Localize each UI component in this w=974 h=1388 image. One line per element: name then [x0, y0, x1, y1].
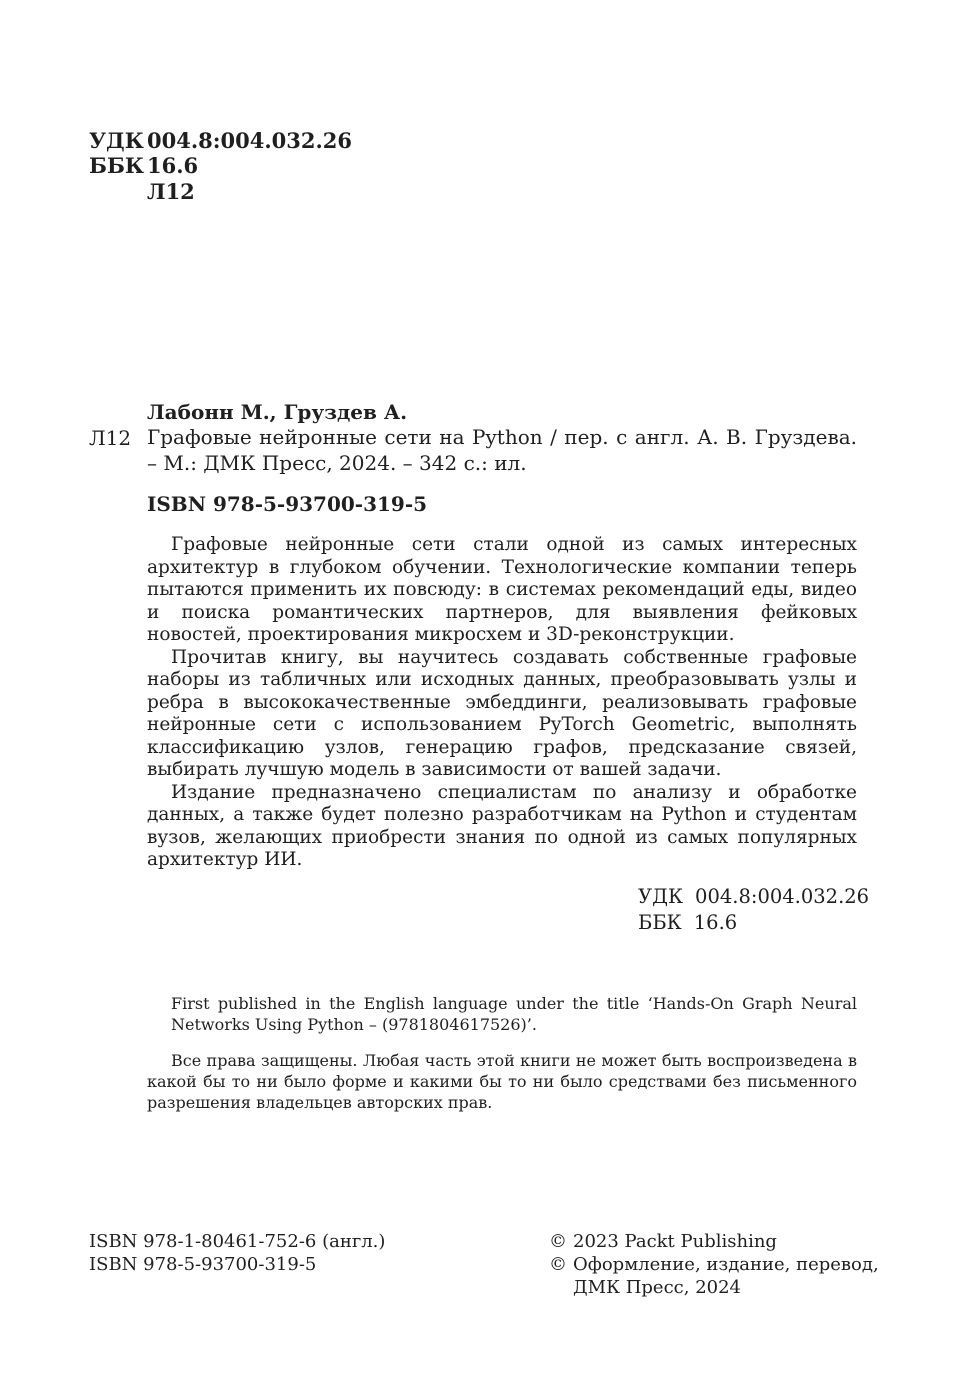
rights-text: Все права защищены. Любая часть этой книги не может быть воспроизведена в какой бы то ни было форме и какими бы то ни было средствами без письменного разрешения владельцев авторских прав.: [147, 1051, 857, 1112]
copyright-line-3: [549, 1276, 741, 1299]
bbk-label: ББК: [89, 153, 144, 178]
copyright-line-1: [549, 1230, 777, 1253]
udk-repeat-label: УДК: [638, 885, 684, 908]
bbk-repeat: [638, 911, 737, 934]
copyright-publisher: 2023 Packt Publishing: [573, 1231, 777, 1252]
copyright-dmk: ДМК Пресс, 2024: [573, 1277, 742, 1298]
copyright-symbol: ©: [549, 1231, 567, 1252]
isbn-main: ISBN 978-5-93700-319-5: [147, 492, 428, 516]
udk-label: УДК: [89, 128, 144, 153]
bbk-repeat-value: 16.6: [693, 911, 738, 934]
bbk-value: 16.6: [147, 153, 199, 178]
udk-repeat-value: 004.8:004.032.26: [695, 885, 870, 908]
bbk-repeat-label: ББК: [638, 911, 682, 934]
copyright-line-2: [549, 1253, 879, 1276]
abstract-paragraph: Издание предназначено специалистам по анализу и обработке данных, а также будет полезно разработчикам на Python и студентам вузов, желающих приобрести знания по одной из самых популярных архитектур ИИ.: [147, 781, 857, 870]
abstract-paragraph: Графовые нейронные сети стали одной из самых интересных архитектур в глубоком обучении. Технологические компании теперь пытаются применить их повсюду: в системах рекомендаций еды, видео и поиска романтических партнеров, для выявления фейковых новостей, проектирования микросхем и 3D-реконструкции.: [147, 534, 857, 645]
udk-value: 004.8:004.032.26: [147, 128, 353, 153]
bibliographic-title: Графовые нейронные сети на Python / пер. с англ. А. В. Груздева. – М.: ДМК Пресс, 2024. – 342 с.: ил.: [147, 425, 857, 475]
first-published-text: First published in the English language under the title ‘Hands-On Graph Neural Networks Using Python – (9781804617526)’.: [171, 994, 857, 1034]
copyright-symbol: ©: [549, 1254, 567, 1275]
copyright-design: Оформление, издание, перевод,: [573, 1254, 879, 1275]
authors: Лабонн М., Груздев А.: [147, 400, 408, 424]
isbn-english: ISBN 978-1-80461-752-6 (англ.): [89, 1231, 386, 1252]
udk-repeat: [638, 885, 869, 908]
first-published-note: [171, 993, 857, 1035]
abstract: [147, 534, 857, 872]
rights-notice: [147, 1050, 857, 1113]
side-author-mark: Л12: [89, 426, 132, 450]
author-mark: Л12: [147, 179, 195, 204]
abstract-paragraph: Прочитав книгу, вы научитесь создавать собственные графовые наборы из табличных или исходных данных, преобразовывать узлы и ребра в высококачественные эмбеддинги, реализовывать графовые нейронные сети с использованием PyTorch Geometric, выполнять классификацию узлов, генерацию графов, предсказание связей, выбирать лучшую модель в зависимости от вашей задачи.: [147, 646, 857, 780]
isbn-russian: ISBN 978-5-93700-319-5: [89, 1254, 317, 1275]
